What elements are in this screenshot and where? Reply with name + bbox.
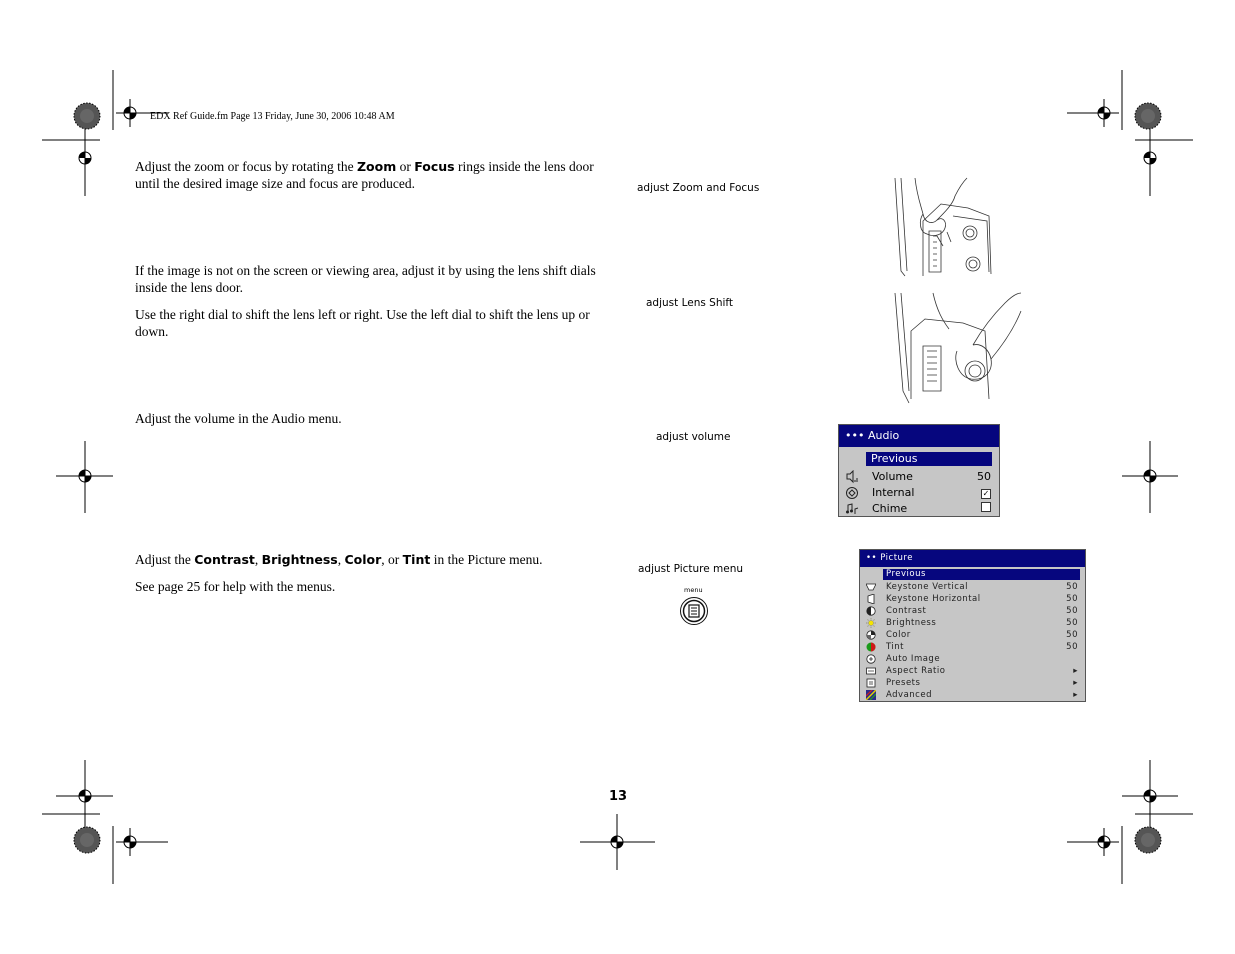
- internal-checkbox[interactable]: ✓: [982, 489, 990, 498]
- submenu-arrow-icon: ▸: [1073, 690, 1078, 700]
- picture-row-contrast[interactable]: Contrast 50: [866, 605, 1078, 617]
- picture-paragraph-2: See page 25 for help with the menus.: [135, 579, 336, 594]
- audio-previous-item[interactable]: Previous: [866, 452, 992, 466]
- lens-shift-paragraph-2: Use the right dial to shift the lens left or right. Use the left dial to shift the lens up or down.: [135, 307, 590, 339]
- picture-row-color[interactable]: Color 50: [866, 629, 1078, 641]
- audio-row-internal[interactable]: Internal ✓: [845, 485, 993, 501]
- audio-row-chime[interactable]: Chime: [845, 501, 993, 517]
- lens-shift-paragraph-1: If the image is not on the screen or viewing area, adjust it by using the lens shift dials inside the lens door.: [135, 263, 596, 295]
- submenu-arrow-icon: ▸: [1073, 666, 1078, 676]
- picture-row-keystone-horizontal[interactable]: Keystone Horizontal 50: [866, 593, 1078, 605]
- page-number: 13: [609, 789, 628, 804]
- picture-row-auto-image[interactable]: Auto Image: [866, 653, 1078, 665]
- caption-zoom: adjust Zoom and Focus: [637, 182, 760, 194]
- menu-dots-icon: •••: [845, 429, 865, 442]
- picture-row-aspect-ratio[interactable]: Aspect Ratio ▸: [866, 665, 1078, 677]
- picture-paragraph: Adjust the Contrast, Brightness, Color, or Tint in the Picture menu.: [135, 552, 543, 567]
- volume-paragraph: Adjust the volume in the Audio menu.: [135, 411, 342, 426]
- picture-row-brightness[interactable]: Brightness 50: [866, 617, 1078, 629]
- picture-row-tint[interactable]: Tint 50: [866, 641, 1078, 653]
- document-header: EDX Ref Guide.fm Page 13 Friday, June 30, 2006 10:48 AM: [150, 111, 395, 122]
- picture-row-keystone-vertical[interactable]: Keystone Vertical 50: [866, 581, 1078, 593]
- picture-row-presets[interactable]: Presets ▸: [866, 677, 1078, 689]
- picture-previous-item[interactable]: Previous: [883, 569, 1080, 580]
- caption-picture: adjust Picture menu: [638, 563, 744, 575]
- caption-lens-shift: adjust Lens Shift: [646, 297, 734, 309]
- menu-dots-icon: ••: [866, 553, 878, 563]
- audio-row-volume[interactable]: Volume 50: [845, 469, 993, 485]
- caption-volume: adjust volume: [656, 431, 731, 443]
- picture-row-advanced[interactable]: Advanced ▸: [866, 689, 1078, 701]
- submenu-arrow-icon: ▸: [1073, 678, 1078, 688]
- zoom-paragraph: Adjust the zoom or focus by rotating the Zoom or Focus rings inside the lens door until the desired image size and focus are produced.: [135, 159, 594, 191]
- picture-menu-title: Picture: [880, 553, 913, 563]
- menu-button-label: menu: [684, 586, 703, 594]
- audio-menu-title: Audio: [867, 429, 900, 442]
